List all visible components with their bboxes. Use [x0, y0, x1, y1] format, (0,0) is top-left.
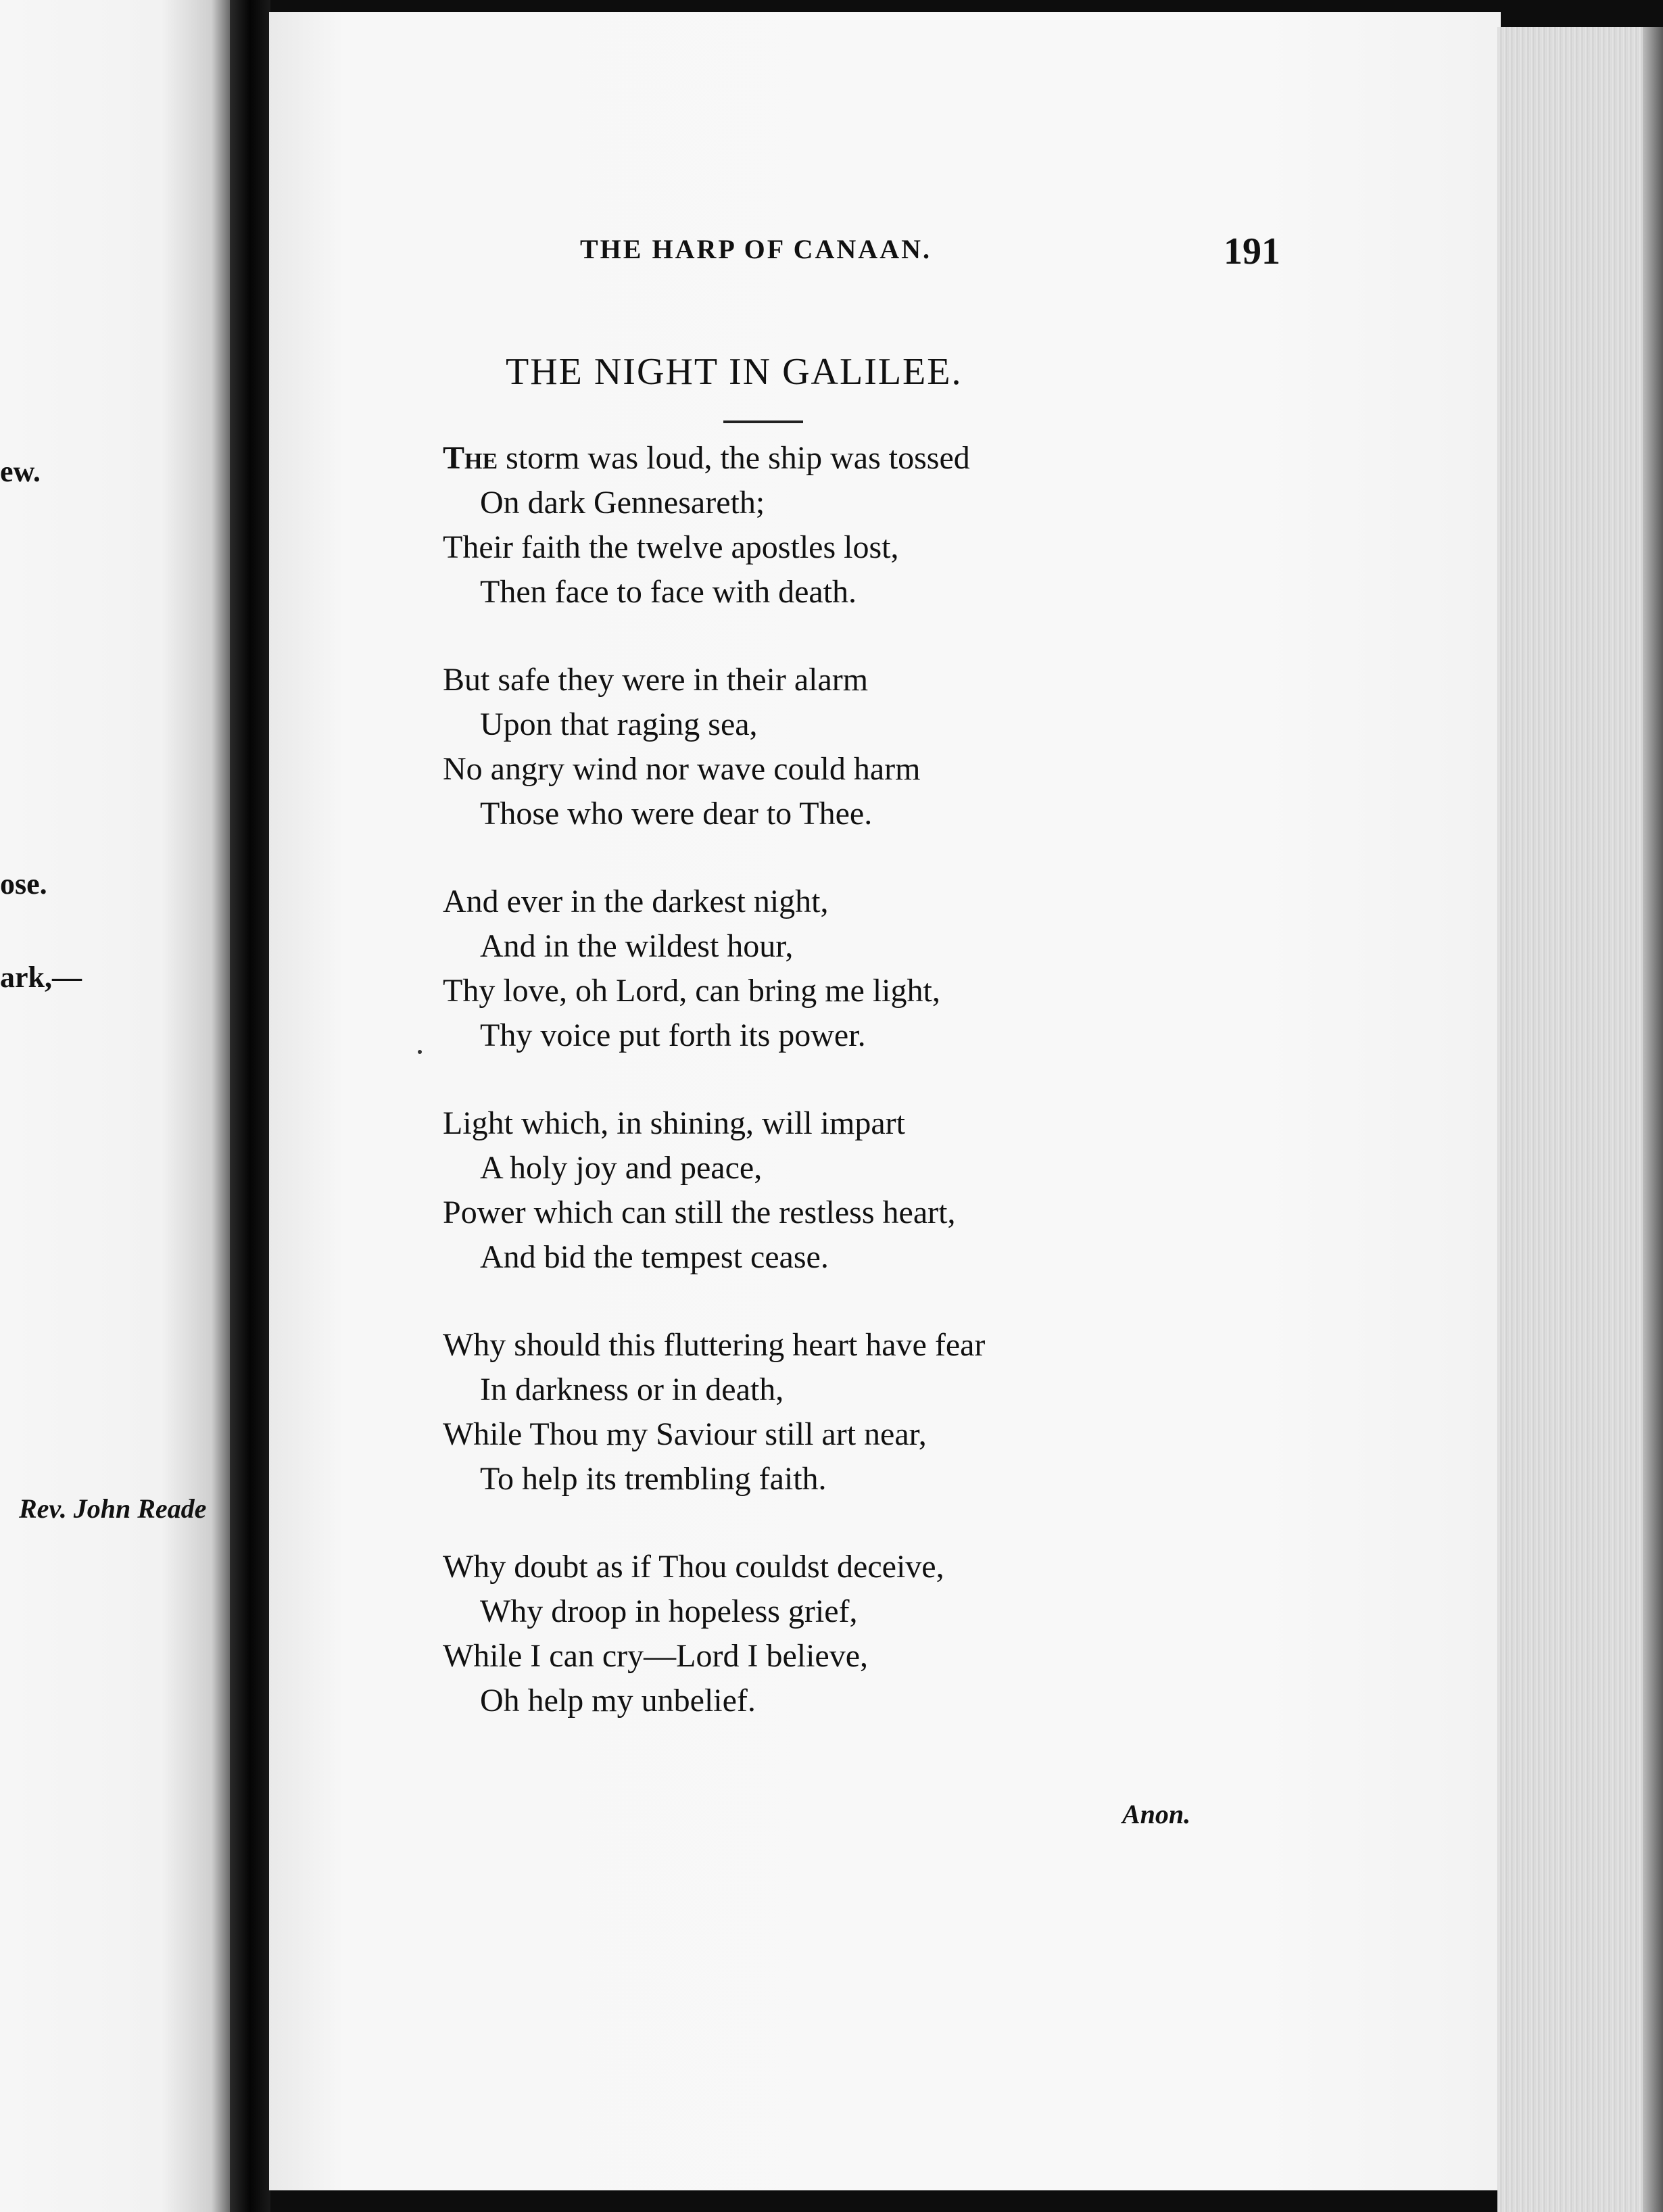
poem-line: On dark Gennesareth; — [480, 485, 765, 521]
poem-line: A holy joy and peace, — [480, 1150, 763, 1186]
poem-line: But safe they were in their alarm — [443, 662, 869, 698]
poem-line — [443, 436, 1457, 481]
poem-line: While I can cry—Lord I believe, — [443, 1638, 869, 1674]
poem-line: Light which, in shining, will impart — [443, 1105, 905, 1141]
stanza-6 — [443, 1545, 1457, 1723]
stanza-2 — [443, 658, 1457, 836]
title-rule — [723, 420, 803, 423]
poem-title: THE NIGHT IN GALILEE. — [506, 351, 963, 393]
poem-line: Why doubt as if Thou couldst deceive, — [443, 1549, 944, 1585]
left-fragment-3: ark,— — [0, 961, 82, 994]
book-gutter — [230, 0, 270, 2212]
page-edge-stack — [1497, 27, 1663, 2212]
poem-line: While Thou my Saviour still art near, — [443, 1416, 927, 1452]
poem-line: And in the wildest hour, — [480, 928, 794, 964]
poem-line: To help its trembling faith. — [480, 1461, 827, 1497]
poem-line: Thy voice put forth its power. — [480, 1017, 866, 1053]
page-number: 191 — [1224, 231, 1280, 272]
ink-speck — [418, 1050, 422, 1054]
poem-line: Those who were dear to Thee. — [480, 796, 873, 832]
poem-line: Oh help my unbelief. — [480, 1683, 756, 1718]
left-fragment-attribution: Rev. John Reade — [19, 1493, 207, 1524]
poem-line: Power which can still the restless heart, — [443, 1195, 956, 1230]
poem-line: No angry wind nor wave could harm — [443, 751, 921, 787]
line-text: storm was loud, the ship was tossed — [506, 440, 970, 476]
first-word: The — [443, 440, 498, 476]
left-fragment-2: ose. — [0, 867, 47, 900]
poem-line: Why droop in hopeless grief, — [480, 1593, 858, 1629]
poem-line: Then face to face with death. — [480, 574, 857, 610]
running-head: THE HARP OF CANAAN. — [580, 234, 932, 264]
poem-line: In darkness or in death, — [480, 1372, 784, 1408]
stanza-3 — [443, 880, 1457, 1058]
poem-attribution: Anon. — [1122, 1799, 1191, 1829]
poem-line: Thy love, oh Lord, can bring me light, — [443, 973, 940, 1009]
previous-page-fragment — [0, 0, 230, 2212]
left-fragment-1: ew. — [0, 455, 41, 488]
poem-line: Upon that raging sea, — [480, 706, 758, 742]
poem-line: And ever in the darkest night, — [443, 884, 829, 919]
stanza-1 — [443, 436, 1457, 615]
stanza-4 — [443, 1101, 1457, 1280]
poem-line: And bid the tempest cease. — [480, 1239, 829, 1275]
poem-line: Why should this fluttering heart have fear — [443, 1327, 986, 1363]
poem-body — [443, 436, 1457, 1766]
stanza-5 — [443, 1323, 1457, 1501]
poem-line: Their faith the twelve apostles lost, — [443, 529, 899, 565]
